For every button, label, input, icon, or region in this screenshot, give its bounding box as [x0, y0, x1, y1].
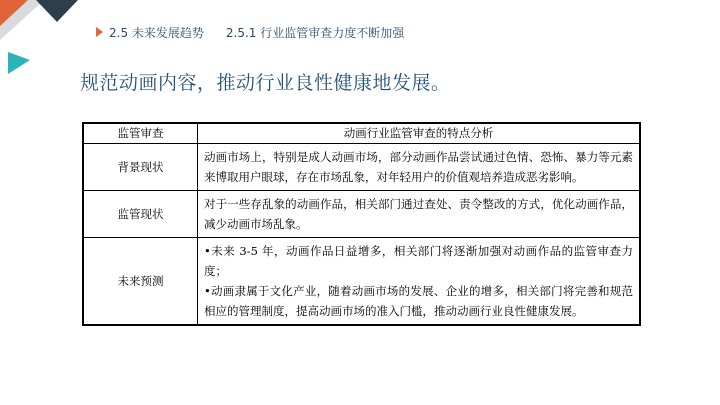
corner-decoration	[0, 0, 90, 80]
header-cell: 监管审查	[83, 123, 198, 144]
row-text: 对于一些存乱象的动画作品，相关部门通过查处、责令整改的方式，优化动画作品，减少动画市场乱象。	[198, 191, 641, 238]
table-row	[83, 238, 640, 326]
row-text: 动画市场上，特别是成人动画市场，部分动画作品尝试通过色情、恐怖、暴力等元素来博取用户眼球，存在市场乱象，对年轻用户的价值观培养造成恶劣影响。	[198, 144, 641, 191]
bullet-item: •未来 3-5 年，动画作品日益增多，相关部门将逐渐加强对动画作品的监管审查力度；	[204, 244, 633, 278]
feature-table	[82, 122, 641, 326]
arrow-icon	[96, 27, 103, 37]
breadcrumb-section: 2.5 未来发展趋势	[109, 25, 204, 40]
header-cell: 动画行业监管审查的特点分析	[198, 123, 641, 144]
teal-triangle	[8, 52, 30, 74]
breadcrumb	[96, 23, 404, 41]
bullet-item: •动画隶属于文化产业，随着动画市场的发展、企业的增多，相关部门将完善和规范相应的管理制度，提高动画市场的准入门槛，推动动画行业良性健康发展。	[204, 284, 633, 318]
row-label: 未来预测	[83, 238, 198, 326]
row-label: 背景现状	[83, 144, 198, 191]
row-label: 监管现状	[83, 191, 198, 238]
table-header-row	[83, 123, 640, 144]
table-row	[83, 191, 640, 238]
breadcrumb-subsection: 2.5.1 行业监管审查力度不断加强	[225, 25, 405, 40]
page-title: 规范动画内容，推动行业良性健康地发展。	[80, 72, 451, 94]
table-row	[83, 144, 640, 191]
row-text	[198, 238, 641, 326]
dark-triangle	[36, 0, 78, 22]
